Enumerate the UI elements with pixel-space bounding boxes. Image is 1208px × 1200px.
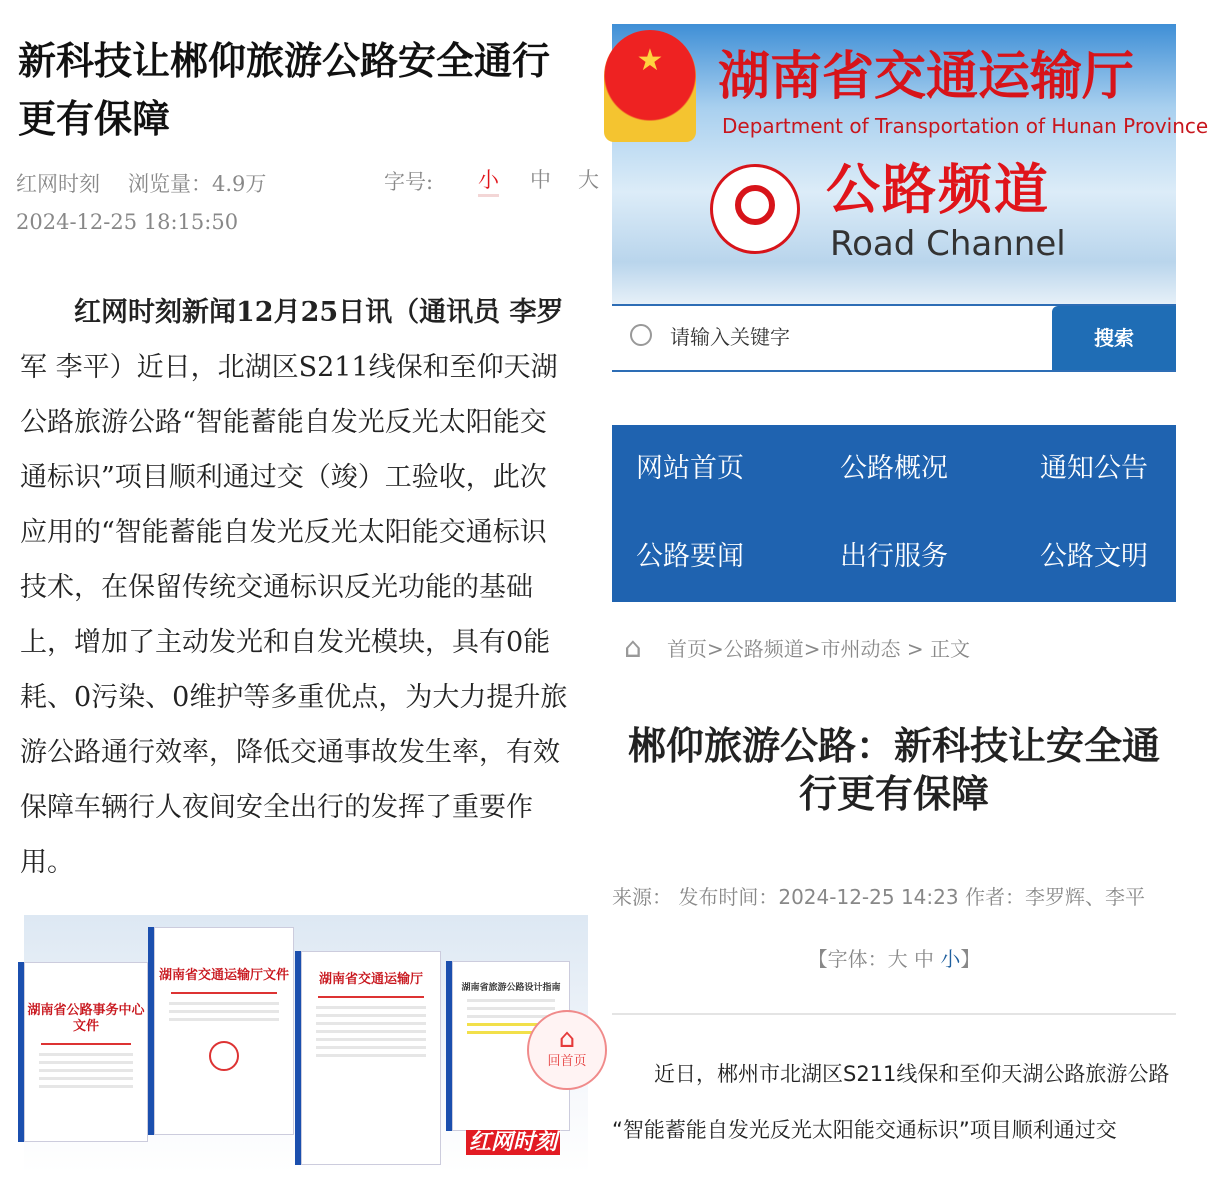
- site-banner: [612, 24, 1208, 304]
- nav-travel[interactable]: 出行服务: [840, 541, 948, 572]
- search-icon: [630, 324, 652, 346]
- divider: [612, 1013, 1176, 1015]
- search-input[interactable]: 请输入关键字: [670, 325, 790, 349]
- font-small-option[interactable]: 小: [478, 166, 499, 197]
- home-icon[interactable]: ⌂: [624, 631, 642, 664]
- national-emblem-icon: ★: [604, 30, 696, 142]
- body-line: 应用的“智能蓄能自发光反光太阳能交通标识: [20, 517, 547, 548]
- back-home-label: 回首页: [547, 1054, 587, 1069]
- home-icon: ⌂: [558, 1024, 576, 1054]
- body-line: 耗、0污染、0维护等多重优点，为大力提升旅: [20, 682, 568, 713]
- article-title-line-1: 新科技让郴仰旅游公路安全通行: [18, 39, 551, 83]
- nav-home[interactable]: 网站首页: [636, 453, 744, 484]
- nav-civility[interactable]: 公路文明: [1040, 541, 1148, 572]
- search-button[interactable]: 搜索: [1052, 306, 1176, 370]
- highway-logo-icon: [710, 164, 800, 254]
- doc-title: 湖南省交通运输厅文件: [158, 968, 289, 983]
- view-count: 浏览量：4.9万: [128, 172, 267, 196]
- channel-name-cn: 公路频道: [826, 158, 1050, 221]
- font-small-option[interactable]: 小: [940, 947, 961, 971]
- body-line: 近日，郴州市北湖区S211线保和至仰天湖公路旅游公路: [612, 1062, 1170, 1086]
- body-line: “智能蓄能自发光反光太阳能交通标识”项目顺利通过交: [612, 1118, 1117, 1142]
- body-line: 游公路通行效率，降低交通事故发生率，有效: [20, 737, 560, 768]
- font-medium-option[interactable]: 中: [914, 947, 934, 971]
- source: 红网时刻: [16, 172, 100, 196]
- doc-title: 湖南省公路事务中心文件: [27, 1003, 145, 1034]
- publish-datetime: 2024-12-25 18:15:50: [16, 210, 239, 234]
- article-image: [24, 915, 588, 1173]
- org-name-cn: 湖南省交通运输厅: [718, 47, 1135, 107]
- doc-title: 湖南省交通运输厅: [318, 972, 423, 987]
- document-3: [301, 951, 441, 1165]
- nav-menu: [612, 425, 1176, 602]
- right-article-screenshot: [612, 0, 1208, 1200]
- document-2: [154, 927, 294, 1135]
- breadcrumb[interactable]: 首页>公路频道>市州动态 > 正文: [667, 637, 970, 661]
- body-line: 用。: [20, 847, 74, 878]
- font-size-switcher: 【字体：大 中 小】: [807, 947, 981, 971]
- body-line: 技术，在保留传统交通标识反光功能的基础: [20, 572, 533, 603]
- nav-notices[interactable]: 通知公告: [1040, 453, 1148, 484]
- channel-name-en: Road Channel: [830, 224, 1066, 264]
- org-name-en: Department of Transportation of Hunan Province: [722, 114, 1208, 138]
- font-size-label: 字号:: [384, 170, 434, 194]
- body-line: 通标识”项目顺利通过交（竣）工验收，此次: [20, 462, 547, 493]
- article-meta: 来源： 发布时间：2024-12-25 14:23 作者：李罗辉、李平: [612, 885, 1145, 909]
- doc-title: 湖南省旅游公路设计指南: [461, 983, 561, 993]
- body-line: 公路旅游公路“智能蓄能自发光反光太阳能交: [20, 407, 547, 438]
- nav-news[interactable]: 公路要闻: [636, 541, 744, 572]
- font-large-option[interactable]: 大: [578, 168, 599, 192]
- body-line: 保障车辆行人夜间安全出行的发挥了重要作: [20, 792, 533, 823]
- search-bar: [612, 304, 1176, 372]
- font-medium-option[interactable]: 中: [530, 168, 551, 192]
- nav-overview[interactable]: 公路概况: [840, 453, 948, 484]
- left-article-screenshot: [16, 0, 599, 1200]
- body-line: 军 李平）近日，北湖区S211线保和至仰天湖: [20, 352, 558, 383]
- body-line: 红网时刻新闻12月25日讯（通讯员 李罗: [20, 297, 564, 328]
- hongwang-watermark: 红网时刻: [466, 1129, 560, 1157]
- article-title-line-2: 更有保障: [18, 97, 171, 141]
- font-large-option[interactable]: 大: [887, 947, 908, 971]
- back-home-button[interactable]: [527, 1010, 607, 1090]
- body-line: 上，增加了主动发光和自发光模块，具有0能: [20, 627, 551, 658]
- document-1: [24, 962, 148, 1142]
- article-title: 郴仰旅游公路：新科技让安全通行更有保障: [627, 724, 1160, 816]
